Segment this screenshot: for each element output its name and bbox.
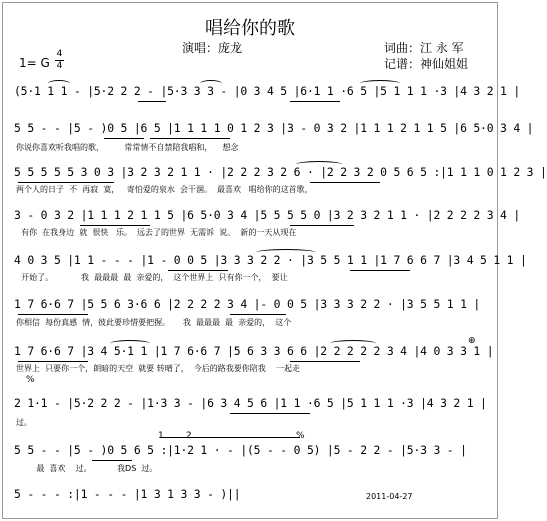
volta-one-mark: 1 — [158, 431, 164, 441]
lyric-row-4: 有你 在我身边 就 很快 乐。 远去了的世界 无需诉 说。 新的一天从现在 — [16, 228, 297, 237]
time-signature — [55, 50, 64, 71]
beam — [230, 314, 286, 315]
beam — [350, 270, 410, 271]
notation-row-2: 5 5 - - |5 - )0 5 |6 5 |1 1 1 1 0 1 2 3 |3 - 0 3 2 |1 1 1 2 1 1 5 |6 5·0 3 4 | — [14, 121, 534, 135]
key-signature: 1= G — [19, 56, 50, 70]
beam — [104, 138, 144, 139]
beam — [290, 225, 354, 226]
lyric-row-9: 最 喜欢 过。 我DS 过。 — [16, 464, 158, 473]
lyricist-composer-credit: 词曲：江 永 军 — [384, 41, 464, 55]
notation-row-6: 1 7 6·6 7 |5 5 6 3·6 6 |2 2 2 2 3 4 |- 0 0 5 |3 3 3 2 2 · |3 5 5 1 1 | — [14, 297, 481, 311]
beam — [18, 182, 114, 183]
notation-row-3: 5 5 5 5 5 3 0 3 |3 2 3 2 1 1 · |2 2 2 3 2 6 · |2 2 3 2 0 5 6 5 :|1 1 1 0 1 2 3 | — [14, 165, 547, 179]
lyric-row-8: 过。 — [16, 418, 32, 427]
notation-row-10: 5 - - - :|1 - - - |1 3 1 3 3 - )|| — [14, 487, 241, 501]
slur — [110, 340, 150, 347]
lyric-row-6: 你相信 每份真感 情，彼此要珍惜要把握。 我 最最最 最 亲爱的， 这个 — [16, 318, 292, 327]
notation-row-1: (5·1 1 1 - |5·2 2 2 - |5·3 3 3 - |0 3 4 5 |6·1 1 ·6 5 |5 1 1 1 ·3 |4 3 2 1 | — [14, 84, 520, 98]
beam — [230, 413, 310, 414]
beam — [92, 460, 132, 461]
segno-mark: % — [26, 375, 35, 385]
beam — [150, 138, 230, 139]
beam — [310, 182, 380, 183]
slur — [48, 80, 70, 87]
time-signature-top: 4 — [56, 49, 63, 59]
time-signature-bottom: 4 — [56, 61, 63, 71]
singer-credit: 演唱：庞龙 — [182, 41, 243, 55]
lyric-row-3: 两个人的日子 不 再寂 寞， 寄怕爱的泉水 会干涸。 最喜欢 唱给你的这首歌， — [16, 185, 313, 194]
notation-row-9: 5 5 - - |5 - )0 5 6 5 :|1·2 1 · - |(5 - - 0 5) |5 - 2 2 - |5·3 3 - | — [14, 443, 467, 457]
slur — [200, 80, 222, 87]
transcriber-credit: 记谱：神仙姐姐 — [384, 57, 469, 71]
slur — [296, 161, 342, 168]
volta-bracket — [160, 437, 300, 438]
beam — [290, 361, 360, 362]
notation-row-4: 3 - 0 3 2 |1 1 1 2 1 1 5 |6 5·0 3 4 |5 5 5 5 0 |3 2 3 2 1 1 · |2 2 2 2 3 4 | — [14, 208, 520, 222]
lyric-row-5: 开始了。 我 最最最 最 亲爱的， 这个世界上 只有你一个， 要让 — [16, 273, 288, 282]
notation-row-7: 1 7 6·6 7 |3 4 5·1 1 |1 7 6·6 7 |5 6 3 3 6 6 |2 2 2 2 2 3 4 |4 0 3 3 1 | — [14, 344, 494, 358]
beam — [290, 101, 340, 102]
beam — [168, 270, 228, 271]
segno-mark-2: % — [296, 431, 305, 441]
transcription-date: 2011-04-27 — [366, 492, 413, 501]
notation-row-5: 4 0 3 5 |1 1 - - - |1 - 0 0 5 |3 3 3 2 2 · |3 5 5 1 1 |1 7 6 6 7 |3 4 5 1 1 | — [14, 253, 527, 267]
song-title: 唱给你的歌 — [205, 18, 295, 39]
volta-two-mark: 2. — [186, 431, 195, 441]
lyric-row-7: 世界上 只要你一个，朗暗的天空 就要 转晴了， 今后的路我要你陪我 一起走 — [16, 364, 300, 373]
slur — [360, 80, 400, 87]
notation-row-8: 2 1·1 - |5·2 2 2 - |1·3 3 - |6 3 4 5 6 |1 1 ·6 5 |5 1 1 1 ·3 |4 3 2 1 | — [14, 396, 487, 410]
lyric-row-2: 你说你喜欢听我唱的歌， 常常情不自禁陪我唱和， 想念 — [16, 143, 239, 152]
beam — [138, 101, 166, 102]
slur — [256, 249, 316, 256]
coda-mark: ⊕ — [468, 336, 476, 346]
slur — [330, 340, 376, 347]
beam — [18, 314, 88, 315]
beam — [18, 361, 88, 362]
beam — [80, 225, 150, 226]
